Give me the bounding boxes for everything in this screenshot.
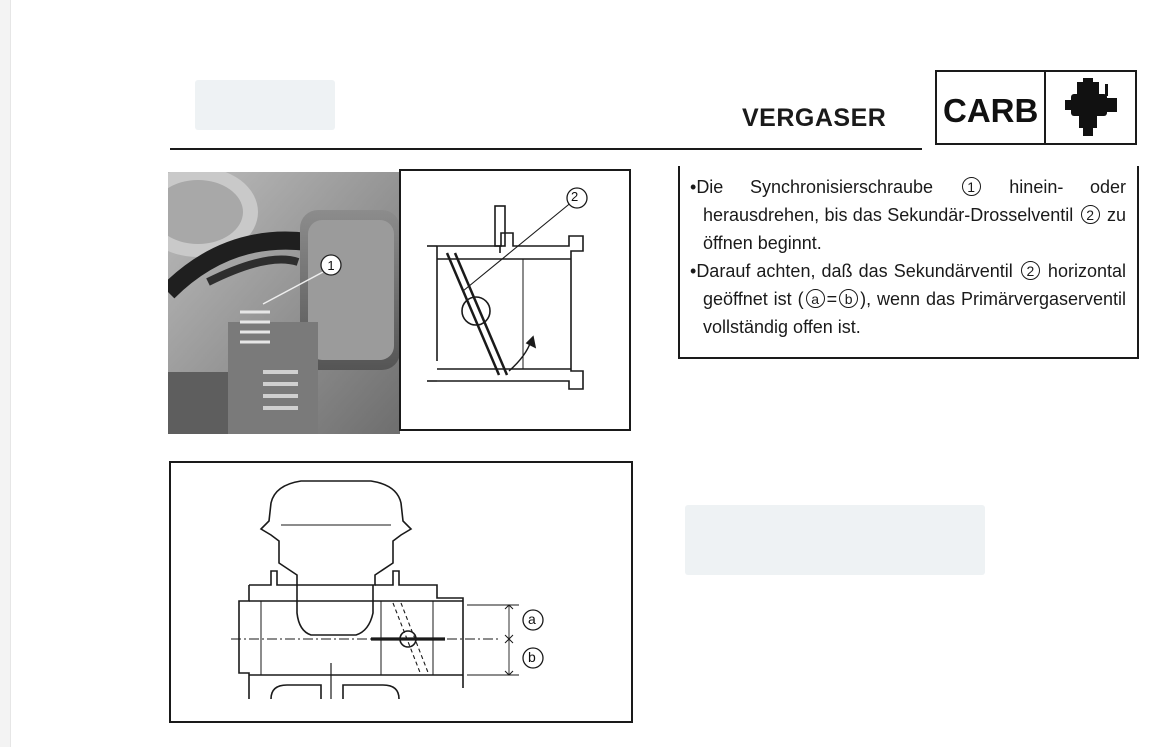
header-rule [170,148,922,150]
instruction-item-1 [690,173,1126,257]
badge-divider [1044,72,1046,143]
instruction-text: horizontal geöffnet ist ( [703,261,1126,309]
instructions-text [690,173,1126,341]
bullet: • [690,177,697,197]
badge-label: CARB [943,92,1039,129]
section-badge [935,70,1137,145]
instruction-text: hinein- oder herausdrehen, bis das Sekundär-Drosselventil [703,177,1126,225]
callout-letter-a: a [806,289,825,308]
section-drawing [171,463,631,721]
photo-callout-1: 1 [327,258,335,273]
instructions-box [678,166,1139,359]
instruction-text: Darauf achten, daß das Sekundärventil [696,261,1019,281]
bullet: • [690,261,697,281]
instruction-text: ), wenn das Primärvergaserventil vollständig offen ist. [703,289,1126,337]
callout-number: 2 [1081,205,1100,224]
instruction-item-2 [690,257,1126,341]
instruction-text: zu öffnen beginnt. [703,205,1127,253]
throttle-valve-drawing [401,171,629,429]
dimension-label-a: a [528,611,536,627]
carburetor-icon [1061,78,1121,138]
callout-letter-b: b [839,289,858,308]
dimension-label-b: b [528,649,536,665]
equals-sign: = [826,289,838,309]
callout-number: 2 [1021,261,1040,280]
photo-drawing [168,172,400,434]
callout-number: 1 [962,177,981,196]
scan-ghost-mark [685,505,985,575]
page-title: VERGASER [742,104,887,132]
instruction-text: Die Synchronisierschraube [696,177,960,197]
scan-ghost-mark [195,80,335,130]
diagram-callout-2: 2 [571,189,579,204]
throttle-valve-diagram [399,169,631,431]
carburetor-photo [168,172,400,434]
carburetor-section-diagram [169,461,633,723]
page-gutter [0,0,11,747]
